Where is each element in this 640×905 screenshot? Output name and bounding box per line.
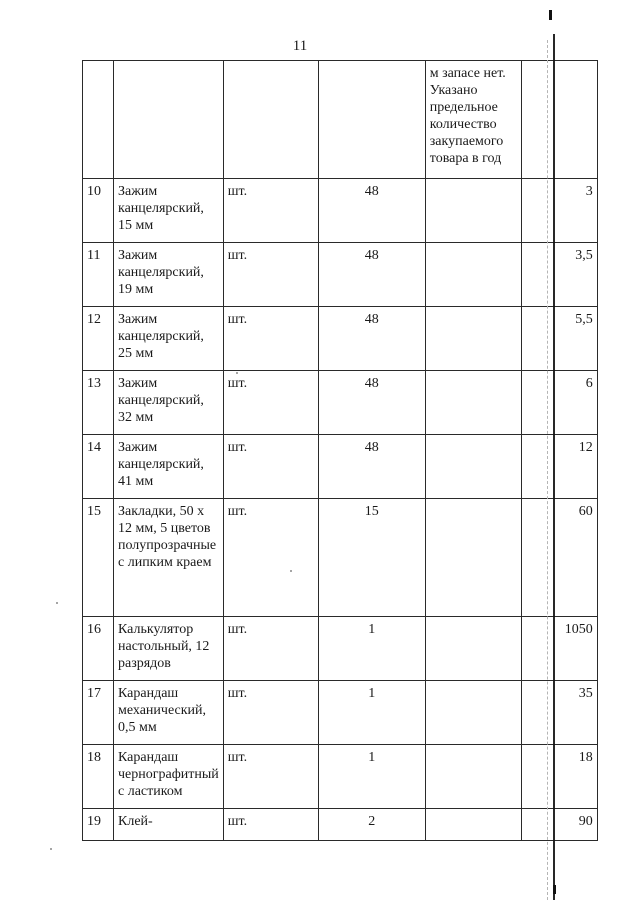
cell-qty: 48 [318, 435, 425, 499]
cell-name: Карандаш механический, 0,5 мм [114, 681, 224, 745]
cell-num: 19 [83, 809, 114, 841]
cell-note [425, 243, 521, 307]
cell-unit [223, 61, 318, 179]
cell-qty: 1 [318, 681, 425, 745]
table-row [83, 435, 598, 499]
cell-num: 15 [83, 499, 114, 617]
scan-artifact-dot [290, 570, 292, 572]
scan-artifact-dot [56, 602, 58, 604]
cell-note [425, 617, 521, 681]
scan-artifact-faint-line [547, 40, 549, 900]
cell-qty [318, 61, 425, 179]
cell-price: 5,5 [521, 307, 597, 371]
table-row [83, 371, 598, 435]
page-number: 11 [292, 38, 308, 54]
cell-price: 1050 [521, 617, 597, 681]
cell-note [425, 809, 521, 841]
goods-table [82, 60, 598, 841]
cell-unit: шт. [223, 371, 318, 435]
table-row [83, 681, 598, 745]
scan-artifact-dot [50, 848, 52, 850]
cell-unit: шт. [223, 617, 318, 681]
cell-price: 3,5 [521, 243, 597, 307]
cell-qty: 48 [318, 371, 425, 435]
table-row [83, 809, 598, 841]
cell-num: 13 [83, 371, 114, 435]
cell-unit: шт. [223, 179, 318, 243]
cell-name: Зажим канцелярский, 32 мм [114, 371, 224, 435]
table-row [83, 179, 598, 243]
table-row [83, 499, 598, 617]
cell-unit: шт. [223, 681, 318, 745]
scan-artifact-line [553, 34, 555, 900]
cell-note [425, 179, 521, 243]
cell-price: 6 [521, 371, 597, 435]
table-row [83, 243, 598, 307]
cell-name: Зажим канцелярский, 41 мм [114, 435, 224, 499]
cell-qty: 48 [318, 243, 425, 307]
cell-price: 18 [521, 745, 597, 809]
scan-artifact-mark [549, 10, 552, 20]
cell-qty: 48 [318, 179, 425, 243]
cell-note: м запасе нет. Указано предельное количество закупаемого товара в год [425, 61, 521, 179]
cell-name: Зажим канцелярский, 15 мм [114, 179, 224, 243]
cell-price: 35 [521, 681, 597, 745]
cell-price: 90 [521, 809, 597, 841]
cell-qty: 1 [318, 617, 425, 681]
scan-artifact-mark [553, 885, 556, 894]
cell-name: Карандаш чернографитный с ластиком [114, 745, 224, 809]
cell-note [425, 499, 521, 617]
table-row [83, 617, 598, 681]
cell-num: 16 [83, 617, 114, 681]
cell-qty: 15 [318, 499, 425, 617]
cell-note [425, 681, 521, 745]
cell-num: 11 [83, 243, 114, 307]
cell-qty: 2 [318, 809, 425, 841]
table-row [83, 745, 598, 809]
cell-num: 18 [83, 745, 114, 809]
scan-artifact-dot [236, 372, 238, 374]
cell-qty: 1 [318, 745, 425, 809]
cell-num: 17 [83, 681, 114, 745]
cell-unit: шт. [223, 435, 318, 499]
continuation-row [83, 61, 598, 179]
cell-num: 10 [83, 179, 114, 243]
cell-name: Клей- [114, 809, 224, 841]
cell-unit: шт. [223, 745, 318, 809]
cell-price: 60 [521, 499, 597, 617]
cell-price: 3 [521, 179, 597, 243]
cell-note [425, 745, 521, 809]
cell-name: Закладки, 50 х 12 мм, 5 цветов полупрозрачные с липким краем [114, 499, 224, 617]
cell-unit: шт. [223, 307, 318, 371]
cell-name: Зажим канцелярский, 25 мм [114, 307, 224, 371]
cell-note [425, 371, 521, 435]
cell-price: 12 [521, 435, 597, 499]
cell-unit: шт. [223, 809, 318, 841]
cell-unit: шт. [223, 499, 318, 617]
cell-num [83, 61, 114, 179]
cell-qty: 48 [318, 307, 425, 371]
table-row [83, 307, 598, 371]
cell-name: Калькулятор настольный, 12 разрядов [114, 617, 224, 681]
cell-note [425, 307, 521, 371]
cell-note [425, 435, 521, 499]
cell-unit: шт. [223, 243, 318, 307]
cell-name: Зажим канцелярский, 19 мм [114, 243, 224, 307]
cell-num: 14 [83, 435, 114, 499]
cell-name [114, 61, 224, 179]
cell-price [521, 61, 597, 179]
cell-num: 12 [83, 307, 114, 371]
